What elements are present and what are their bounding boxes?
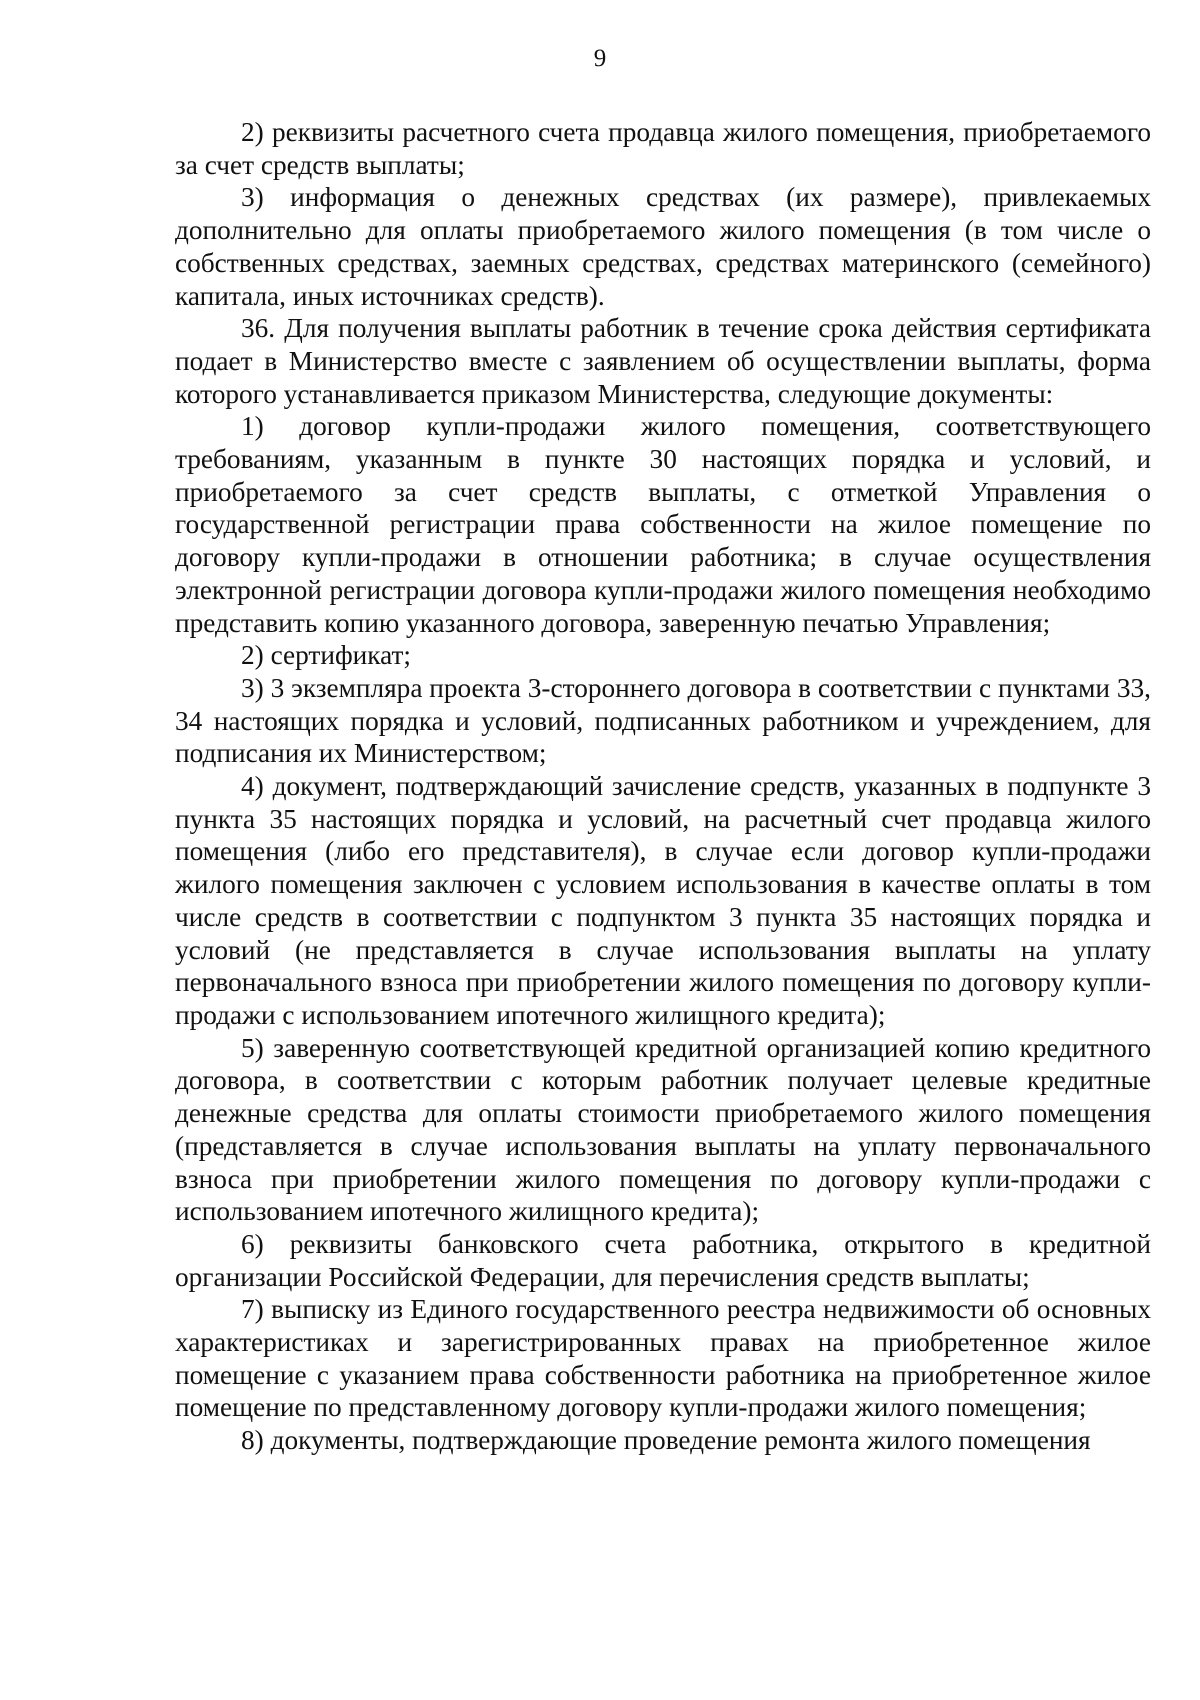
paragraph-item-7-registry-extract: 7) выписку из Единого государственного реестра недвижимости об основных характеристиках и зарегистрированных правах на приобретенное жилое помещение с указанием права собственности работника на приобретенное жилое помещение по представленному договору купли-продажи жилого помещения; — [175, 1294, 1151, 1423]
paragraph-item-5-credit-contract: 5) заверенную соответствующей кредитной организацией копию кредитного договора, в соответствии с которым работник получает целевые кредитные денежные средства для оплаты стоимости приобретаемого жилого помещения (представляется в случае использования выплаты на уплату первоначального взноса при приобретении жилого помещения по договору купли-продажи с использованием ипотечного жилищного кредита); — [175, 1032, 1151, 1227]
paragraph-item-2-certificate: 2) сертификат; — [241, 640, 412, 671]
paragraph-item-3-tripartite-contract: 3) 3 экземпляра проекта 3-стороннего договора в соответствии с пунктами 33, 34 настоящих порядка и условий, подписанных работником и учреждением, для подписания их Министерством; — [175, 672, 1151, 769]
paragraph-item-2-bank-details: 2) реквизиты расчетного счета продавца жилого помещения, приобретаемого за счет средств выплаты; — [175, 117, 1151, 180]
paragraph-item-3-funds-info: 3) информация о денежных средствах (их размере), привлекаемых дополнительно для оплаты приобретаемого жилого помещения (в том числе о собственных средствах, заемных средствах, средствах материнского (семейного) капитала, иных источниках средств). — [175, 182, 1151, 311]
paragraph-item-1-sale-contract: 1) договор купли-продажи жилого помещения, соответствующего требованиям, указанным в пункте 30 настоящих порядка и условий, и приобретаемого за счет средств выплаты, с отметкой Управления о государственной регистрации права собственности на жилое помещение по договору купли-продажи в отношении работника; в случае осуществления электронной регистрации договора купли-продажи жилого помещения необходимо представить копию указанного договора, заверенную печатью Управления; — [175, 411, 1151, 638]
paragraph-item-6-bank-account: 6) реквизиты банковского счета работника, открытого в кредитной организации Российской Федерации, для перечисления средств выплаты; — [175, 1228, 1151, 1292]
paragraph-item-8-repair-documents: 8) документы, подтверждающие проведение ремонта жилого помещения — [241, 1425, 1091, 1456]
paragraph-clause-36: 36. Для получения выплаты работник в течение срока действия сертификата подает в Министерство вместе с заявлением об осуществлении выплаты, форма которого устанавливается приказом Министерства, следующие документы: — [175, 313, 1151, 409]
document-body — [175, 116, 1151, 1457]
page-number: 9 — [593, 45, 607, 72]
paragraph-item-4-payment-document: 4) документ, подтверждающий зачисление средств, указанных в подпункте 3 пункта 35 настоящих порядка и условий, на расчетный счет продавца жилого помещения (либо его представителя), в случае если договор купли-продажи жилого помещения заключен с условием использования в качестве оплаты в том числе средств в соответствии с подпунктом 3 пункта 35 настоящих порядка и условий (не представляется в случае использования выплаты на уплату первоначального взноса при приобретении жилого помещения по договору купли-продажи с использованием ипотечного жилищного кредита); — [175, 771, 1151, 1030]
